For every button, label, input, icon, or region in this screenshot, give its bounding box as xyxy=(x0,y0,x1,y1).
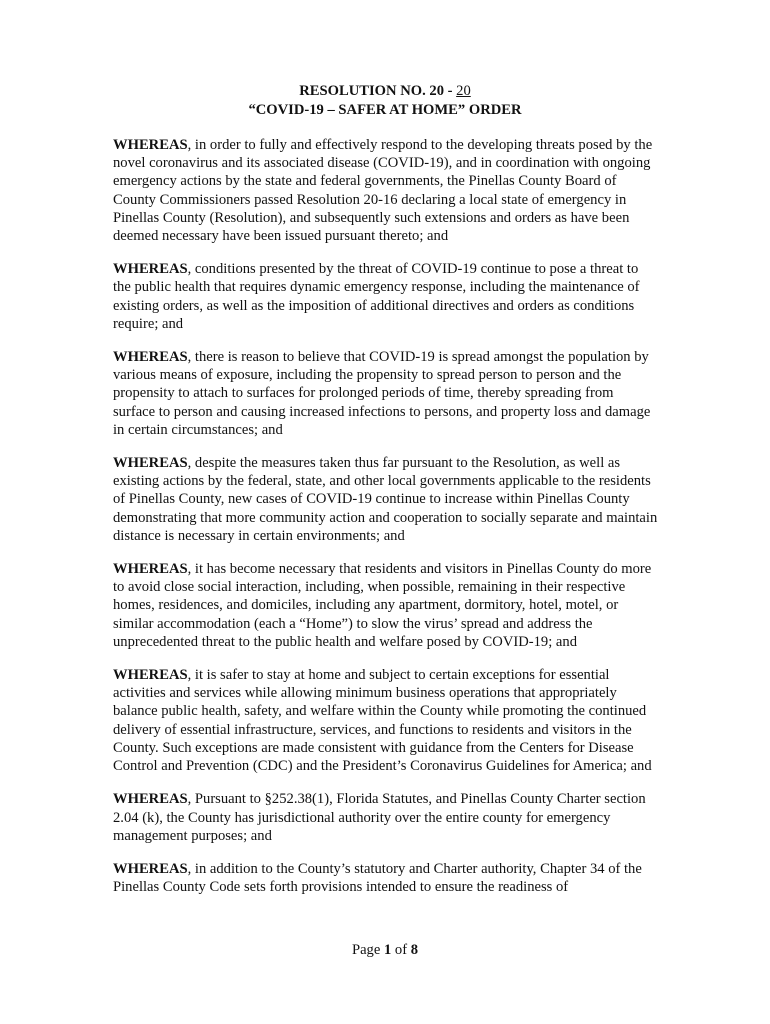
whereas-paragraph xyxy=(113,666,659,775)
paragraph-lead: WHEREAS xyxy=(113,455,188,472)
paragraph-text: , Pursuant to §252.38(1), Florida Statutes, and Pinellas County Charter section 2.04 (k), the County has jurisdictional authority over the entire county for emergency management purposes; and xyxy=(113,791,646,844)
paragraph-lead: WHEREAS xyxy=(113,261,188,278)
paragraph-text: , it is safer to stay at home and subject to certain exceptions for essential activities and services while allowing minimum business operations that appropriately balance public health, safety, and welfare within the County while promoting the continued delivery of essential infrastructure, services, and functions to residents and visitors in the County. Such exceptions are made consistent with guidance from the Centers for Disease Control and Prevention (CDC) and the President’s Coronavirus Guidelines for America; and xyxy=(113,667,652,775)
paragraph-lead: WHEREAS xyxy=(113,561,188,578)
whereas-paragraph xyxy=(113,790,659,845)
paragraph-text: , in addition to the County’s statutory and Charter authority, Chapter 34 of the Pinellas County Code sets forth provisions intended to ensure the readiness of xyxy=(113,860,642,896)
page-footer xyxy=(0,942,770,959)
page-total: 8 xyxy=(410,942,419,958)
whereas-paragraph xyxy=(113,260,659,333)
paragraph-text: , in order to fully and effectively respond to the developing threats posed by the novel coronavirus and its associated disease (COVID-19), and in coordination with ongoing emergency actions by the state and federal governments, the Pinellas County Board of County Commissioners passed Resolution 20-16 declaring a local state of emergency in Pinellas County (Resolution), and subsequently such extensions and orders as have been deemed necessary have been issued pursuant thereto; and xyxy=(113,137,653,245)
paragraph-lead: WHEREAS xyxy=(113,791,188,808)
whereas-paragraph xyxy=(113,348,659,439)
whereas-paragraph xyxy=(113,136,659,245)
paragraph-text: , conditions presented by the threat of COVID-19 continue to pose a threat to the public health that requires dynamic emergency response, including the maintenance of existing orders, as well as the imposition of additional directives and orders as conditions require; and xyxy=(113,261,640,332)
paragraph-lead: WHEREAS xyxy=(113,860,188,877)
page-current: 1 xyxy=(383,942,392,958)
resolution-prefix: RESOLUTION NO. 20 - xyxy=(299,83,457,99)
whereas-paragraph xyxy=(113,560,659,651)
whereas-paragraph xyxy=(113,454,659,545)
document-body xyxy=(113,136,659,911)
resolution-number: 20 xyxy=(456,83,471,99)
document-title: “COVID-19 – SAFER AT HOME” ORDER xyxy=(248,102,522,118)
paragraph-lead: WHEREAS xyxy=(113,137,188,153)
of-word: of xyxy=(391,942,411,958)
page-word: Page xyxy=(351,942,384,958)
paragraph-text: , it has become necessary that residents and visitors in Pinellas County do more to avoid close social interaction, including, when possible, remaining in their respective homes, residences, and domiciles, including any apartment, dormitory, hotel, motel, or similar accommodation (each a “Home”) to slow the virus’ spread and address the unprecedented threat to the public health and welfare posed by COVID-19; and xyxy=(113,561,652,650)
paragraph-text: , there is reason to believe that COVID-19 is spread amongst the population by various means of exposure, including the propensity to spread person to person and the propensity to attach to surfaces for prolonged periods of time, thereby spreading from surface to person and causing increased infections to persons, and property loss and damage in certain circumstances; and xyxy=(113,349,651,438)
paragraph-text: , despite the measures taken thus far pursuant to the Resolution, as well as existing actions by the federal, state, and other local governments applicable to the residents of Pinellas County, new cases of COVID-19 continue to increase within Pinellas County demonstrating that more community action and cooperation to socially separate and maintain distance is necessary in certain environments; and xyxy=(113,455,658,544)
paragraph-lead: WHEREAS xyxy=(113,667,188,684)
paragraph-lead: WHEREAS xyxy=(113,349,188,366)
resolution-number-line xyxy=(0,82,770,101)
whereas-paragraph xyxy=(113,860,659,896)
document-header xyxy=(0,82,770,120)
